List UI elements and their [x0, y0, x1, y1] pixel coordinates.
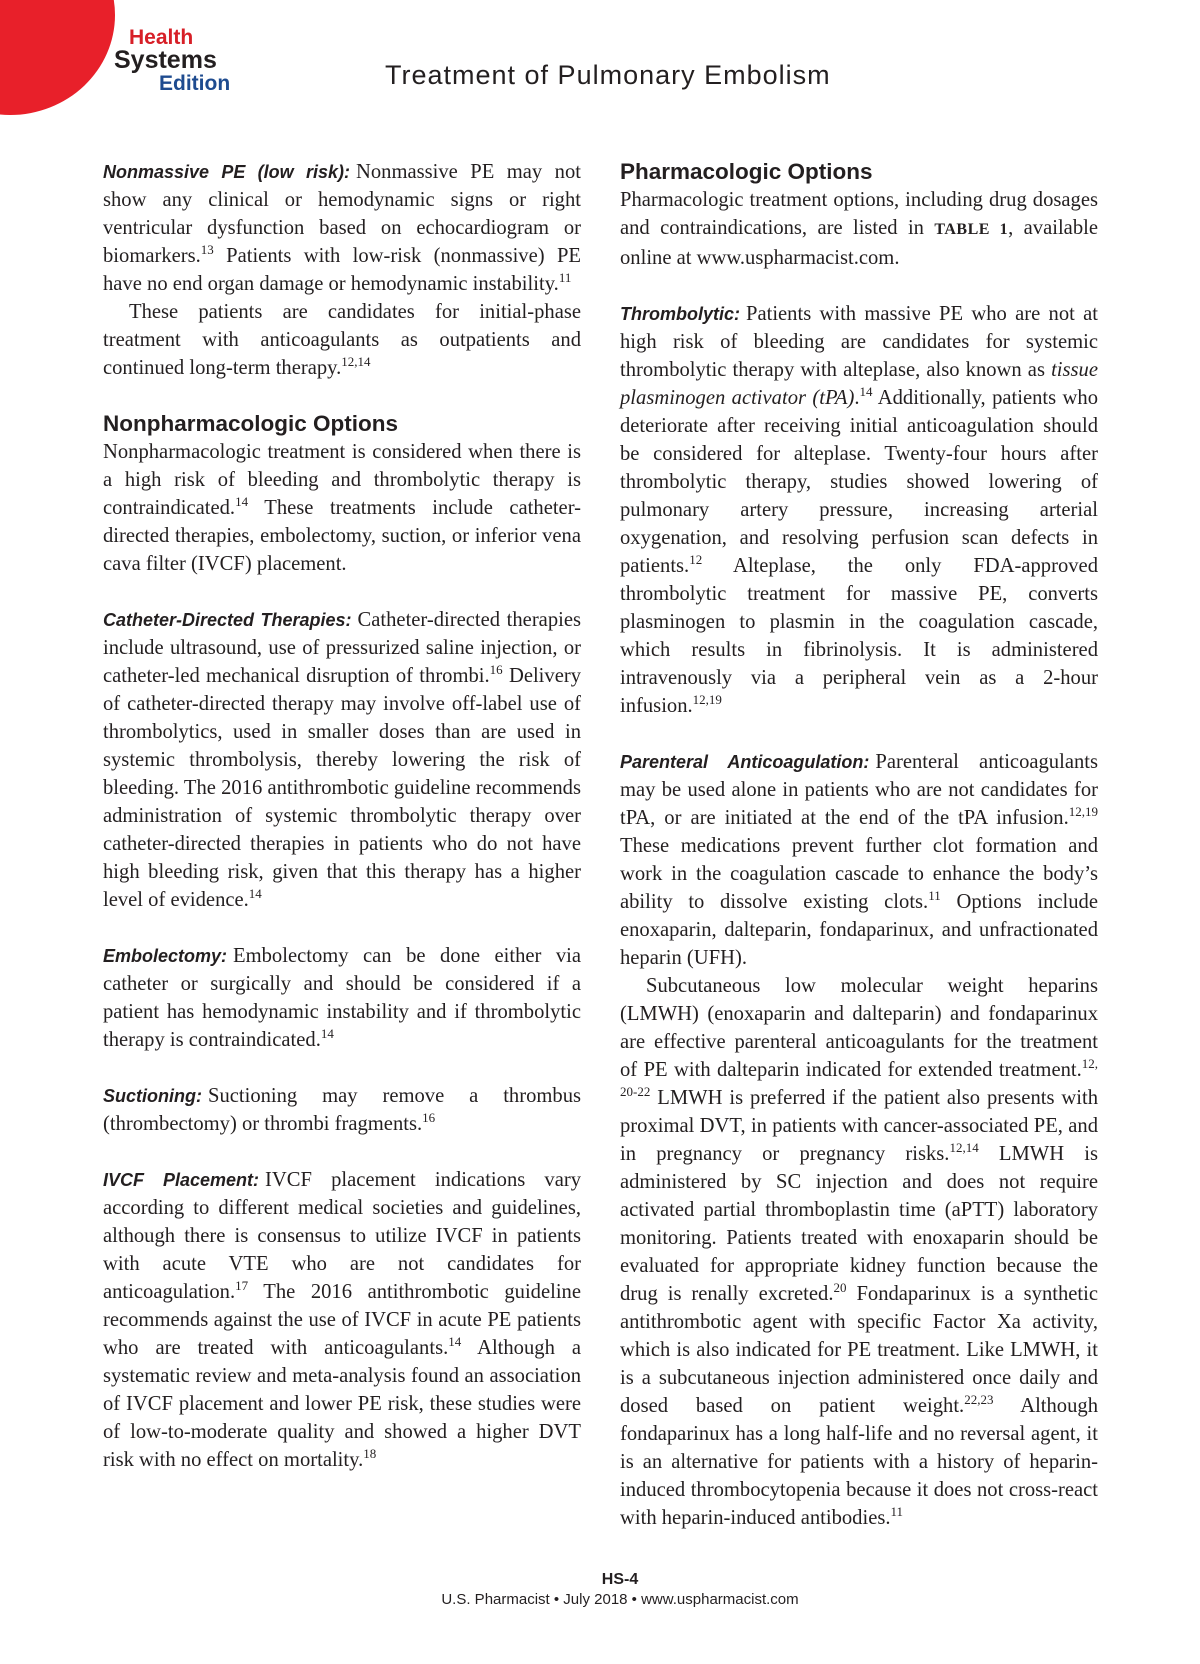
- parenteral-text-c: Options include enoxaparin, dalteparin, fondaparinux, and unfractionated heparin (UFH).: [620, 891, 1098, 969]
- ivcf-text-b: The 2016 antithrombotic guideline recommends against the use of IVCF in acute PE patients who are treated with anticoagulants.: [103, 1281, 581, 1359]
- citation-ref: 14: [859, 384, 873, 399]
- nonmassive-paragraph: [103, 158, 581, 298]
- embolectomy-paragraph: [103, 942, 581, 1054]
- citation-ref: 17: [235, 1278, 249, 1293]
- nonmassive-runin: Nonmassive PE (low risk):: [103, 162, 350, 182]
- nonpharm-text-a: Nonpharmacologic treatment is considered when there is a high risk of bleeding and thrombolytic therapy is contraindicated.: [103, 441, 581, 519]
- citation-ref: 11: [558, 270, 572, 285]
- page-footer: [0, 1570, 1200, 1610]
- thrombolytic-paragraph: [620, 300, 1098, 720]
- ivcf-text-a: IVCF placement indications vary according to different medical societies and guidelines, although there is consensus to utilize IVCF in patients with acute VTE who are not candidates for anticoagulation.: [103, 1169, 581, 1303]
- lmwh-text-c: LMWH is administered by SC injection and does not require activated partial thromboplastin time (aPTT) laboratory monitoring. Patients treated with enoxaparin should be evaluated for appropriate kidney function because the drug is renally excreted.: [620, 1143, 1098, 1305]
- table-reference: TABLE 1: [934, 221, 1009, 238]
- ivcf-paragraph: [103, 1166, 581, 1474]
- citation-ref: 12, 20-22: [620, 1056, 1098, 1099]
- footer-publication-line: U.S. Pharmacist • July 2018 • www.uspharmacist.com: [441, 1591, 799, 1608]
- thrombolytic-text-a: Patients with massive PE who are not at high risk of bleeding are candidates for systemic thrombolytic therapy with alteplase, also known as: [620, 303, 1098, 381]
- catheter-text-a: Catheter-directed therapies include ultrasound, use of pressurized saline injection, or catheter-led mechanical disruption of thrombi.: [103, 609, 581, 687]
- citation-ref: 12: [689, 552, 703, 567]
- tpa-italic-term: tissue plasminogen activator (tPA): [620, 359, 1098, 409]
- lmwh-paragraph: [620, 972, 1098, 1532]
- embolectomy-text: Embolectomy can be done either via catheter or surgically and should be considered if a patient has hemodynamic instability and if thrombolytic therapy is contraindicated.: [103, 945, 581, 1051]
- left-column: [103, 158, 581, 1474]
- nonpharmacologic-heading: Nonpharmacologic Options: [103, 411, 399, 436]
- citation-ref: 11: [928, 888, 941, 903]
- citation-ref: 12,14: [341, 354, 371, 369]
- suctioning-paragraph: [103, 1082, 581, 1138]
- page-title: Treatment of Pulmonary Embolism: [385, 60, 831, 90]
- citation-ref: 20: [833, 1280, 847, 1295]
- ivcf-runin: IVCF Placement:: [103, 1170, 260, 1190]
- health-systems-edition-logo: [114, 26, 230, 95]
- logo-line-edition: Edition: [159, 72, 231, 95]
- citation-ref: 16: [489, 662, 503, 677]
- citation-ref: 12,19: [1068, 804, 1098, 819]
- lmwh-text-d: Fondaparinux is a synthetic antithrombotic agent with specific Factor Xa activity, which is also indicated for PE treatment. Like LMWH, it is a subcutaneous injection administered once daily and dosed based on patient weight.: [620, 1283, 1098, 1417]
- suctioning-text: Suctioning may remove a thrombus (thrombectomy) or thrombi fragments.: [103, 1085, 581, 1135]
- parenteral-paragraph: [620, 748, 1098, 972]
- nonmassive-text-p2: These patients are candidates for initial-phase treatment with anticoagulants as outpatients and continued long-term therapy.: [103, 301, 581, 379]
- pharmacologic-heading: Pharmacologic Options: [620, 159, 873, 184]
- nonmassive-text-a: Nonmassive PE may not show any clinical or hemodynamic signs or right ventricular dysfunction based on echocardiogram or biomarkers.: [103, 161, 581, 267]
- corner-circle-decoration: [0, 0, 115, 115]
- catheter-text-b: Delivery of catheter-directed therapy may involve off-label use of thrombolytics, used in smaller doses than are used in systemic thrombolysis, thereby lowering the risk of bleeding. The 2016 antithrombotic guideline recommends administration of systemic thrombolytic therapy over catheter-directed therapies in patients who do not have high bleeding risk, given that this therapy has a higher level of evidence.: [103, 665, 581, 911]
- pharm-text-b: , available online at www.uspharmacist.com.: [620, 217, 1098, 269]
- lmwh-text-b: LMWH is preferred if the patient also presents with proximal DVT, in patients with cancer-associated PE, and in pregnancy or pregnancy risks.: [620, 1087, 1098, 1165]
- ivcf-text-c: Although a systematic review and meta-analysis found an association of IVCF placement and lower PE risk, these studies were of low-to-moderate quality and showed a higher DVT risk with no effect on mortality.: [103, 1337, 581, 1471]
- citation-ref: 13: [200, 242, 214, 257]
- parenteral-text-b: These medications prevent further clot formation and work in the coagulation cascade to enhance the body’s ability to dissolve existing clots.: [620, 835, 1098, 913]
- citation-ref: 12,19: [692, 692, 722, 707]
- lmwh-text-a: Subcutaneous low molecular weight heparins (LMWH) (enoxaparin and dalteparin) and fondaparinux are effective parenteral anticoagulants for the treatment of PE with dalteparin indicated for extended treatment.: [620, 975, 1098, 1081]
- right-column: [620, 158, 1098, 1532]
- embolectomy-runin: Embolectomy:: [103, 946, 228, 966]
- citation-ref: 14: [248, 886, 262, 901]
- catheter-paragraph: [103, 606, 581, 914]
- nonpharmacologic-paragraph: [103, 438, 581, 578]
- citation-ref: 16: [422, 1110, 436, 1125]
- parenteral-runin: Parenteral Anticoagulation:: [620, 752, 870, 772]
- lmwh-text-e: Although fondaparinux has a long half-life and no reversal agent, it is an alternative for patients with a history of heparin-induced thrombocytopenia because it does not cross-react with heparin-induced antibodies.: [620, 1395, 1098, 1529]
- citation-ref: 22,23: [964, 1392, 994, 1407]
- nonmassive-paragraph-2: [103, 298, 581, 382]
- citation-ref: 18: [363, 1446, 377, 1461]
- thrombolytic-text-d: Alteplase, the only FDA-approved thrombolytic treatment for massive PE, converts plasminogen to plasmin in the coagulation cascade, which results in fibrinolysis. It is administered intravenously via a peripheral vein as a 2-hour infusion.: [620, 555, 1098, 717]
- citation-ref: 14: [320, 1026, 334, 1041]
- page-number: HS-4: [601, 1571, 639, 1588]
- citation-ref: 12,14: [949, 1140, 979, 1155]
- citation-ref: 11: [890, 1504, 904, 1519]
- thrombolytic-runin: Thrombolytic:: [620, 304, 740, 324]
- logo-line-health: Health: [129, 26, 194, 49]
- thrombolytic-text-c: Additionally, patients who deteriorate after receiving initial anticoagulation should be considered for alteplase. Twenty-four hours after thrombolytic therapy, studies showed lowering of pulmonary artery pressure, increasing arterial oxygenation, and resolving perfusion scan defects in patients.: [620, 387, 1098, 577]
- logo-line-systems: Systems: [114, 46, 217, 74]
- citation-ref: 14: [235, 494, 249, 509]
- catheter-runin: Catheter-Directed Therapies:: [103, 610, 352, 630]
- pharm-text-a: Pharmacologic treatment options, including drug dosages and contraindications, are listed in: [620, 189, 1098, 239]
- thrombolytic-text-b: .: [854, 387, 860, 409]
- pharmacologic-paragraph: [620, 186, 1098, 272]
- parenteral-text-a: Parenteral anticoagulants may be used alone in patients who are not candidates for tPA, or are initiated at the end of the tPA infusion.: [620, 751, 1098, 829]
- suctioning-runin: Suctioning:: [103, 1086, 202, 1106]
- nonmassive-text-b: Patients with low-risk (nonmassive) PE have no end organ damage or hemodynamic instability.: [103, 245, 581, 295]
- nonpharm-text-b: These treatments include catheter-directed therapies, embolectomy, suction, or inferior vena cava filter (IVCF) placement.: [103, 497, 581, 575]
- citation-ref: 14: [448, 1334, 462, 1349]
